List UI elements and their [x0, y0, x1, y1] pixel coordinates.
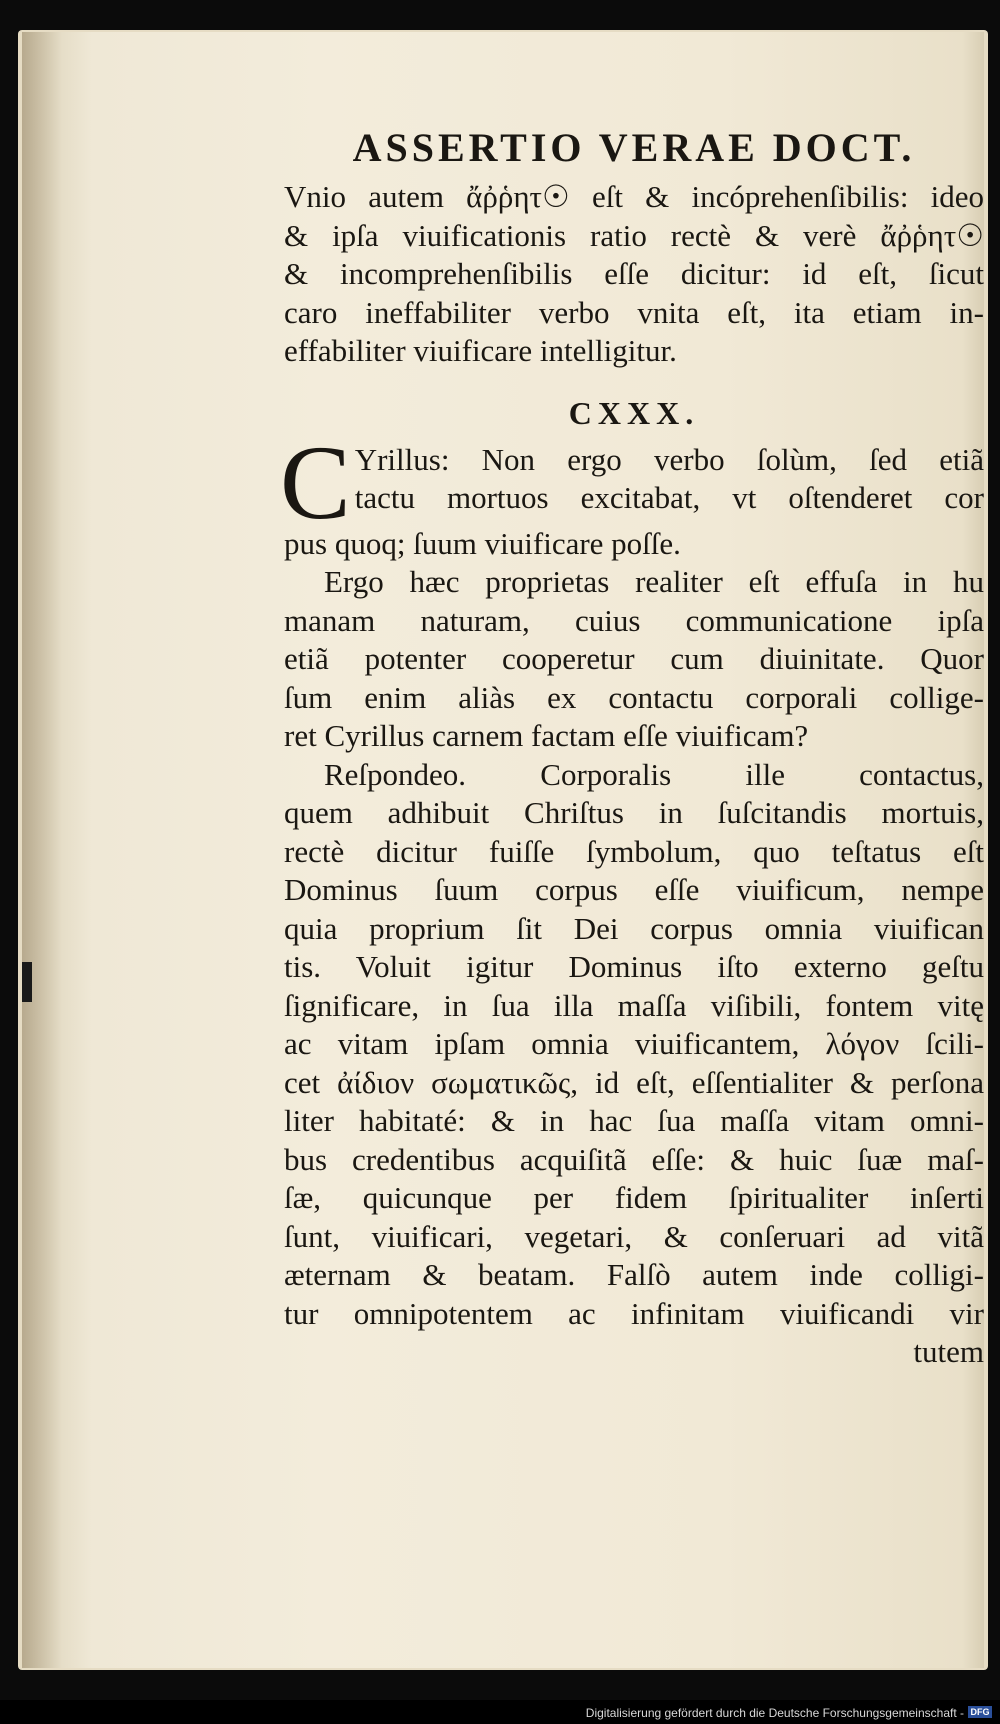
paragraph-cyrillus: [280, 423, 984, 564]
text-line: Ergo hæc proprietas realiter eſt effuſa in hu: [324, 564, 984, 599]
text-line: rectè dicitur fuiſſe ſymbolum, quo teſtatus eſt: [284, 833, 984, 869]
text-line: liter habitaté: & in hac ſua maſſa vitam omni-: [284, 1103, 984, 1138]
paragraph-intro: [284, 178, 984, 371]
text-line: tis. Voluit igitur Dominus iſto externo geſtu: [284, 949, 984, 984]
text-line: Dominus ſuum corpus eſſe viuificum, nempe: [284, 872, 984, 907]
text-line: & incomprehenſibilis eſſe dicitur: id eſt, ſicut: [284, 256, 984, 291]
text-line: ret Cyrillus carnem factam eſſe viuificam?: [284, 718, 809, 753]
text-line: tactu mortuos excitabat, vt oſtenderet cor: [354, 480, 984, 515]
text-line: caro ineffabiliter verbo vnita eſt, ita etiam in-: [284, 294, 984, 330]
text-line: & ipſa viuificationis ratio rectè & verè ἄῤῥητ☉: [284, 217, 984, 253]
text-line: ſignificare, in ſua illa maſſa viſibili, fontem vitę: [284, 987, 984, 1023]
text-block: [280, 92, 984, 1372]
binding-mark: [22, 962, 32, 1002]
text-line: etiã potenter cooperetur cum diuinitate. Quor: [284, 641, 984, 676]
text-line: Yrillus: Non ergo verbo ſolùm, ſed etiã: [354, 441, 984, 477]
text-line: manam naturam, cuius communicatione ipſa: [284, 602, 984, 638]
catchword: tutem: [913, 1334, 984, 1369]
text-line: bus credentibus acquiſitã eſſe: & huic ſuæ maſ-: [284, 1141, 984, 1177]
text-line: quem adhibuit Chriſtus in ſuſcitandis mortuis,: [284, 795, 984, 830]
text-line: ac vitam ipſam omnia viuificantem, λόγον ſcili-: [284, 1026, 984, 1061]
footer-credit: Digitalisierung gefördert durch die Deutsche Forschungsgemeinschaft -: [585, 1706, 964, 1720]
paragraph-respondeo: [284, 756, 984, 1334]
text-line: pus quoq; ſuum viuificare poſſe.: [284, 525, 681, 561]
gutter-shadow: [22, 32, 62, 1668]
text-line: Reſpondeo. Corporalis ille contactus,: [324, 756, 984, 792]
text-line: cet ἀίδιον σωματικῶς, id eſt, eſſentialiter & perſona: [284, 1064, 984, 1100]
section-number: CXXX.: [568, 394, 700, 431]
drop-cap: C: [280, 423, 351, 541]
text-line: effabiliter viuificare intelligitur.: [284, 333, 677, 368]
text-line: tur omnipotentem ac infinitam viuificandi vir: [284, 1295, 984, 1331]
dfg-logo: DFG: [968, 1706, 992, 1718]
paragraph-ergo: [284, 563, 984, 756]
text-line: ſum enim aliàs ex contactu corporali collige-: [284, 679, 984, 715]
text-line: Vnio autem ἄῤῥητ☉ eſt & incóprehenſibilis: ideo: [284, 179, 984, 214]
text-line: ſæ, quicunque per fidem ſpiritualiter inſerti: [284, 1180, 984, 1215]
text-line: quia proprium ſit Dei corpus omnia viuifican: [284, 910, 984, 946]
text-line: ſunt, viuificari, vegetari, & conſeruari ad vitã: [284, 1218, 984, 1254]
text-line: æternam & beatam. Falſò autem inde colligi-: [284, 1257, 984, 1292]
book-page: [22, 32, 984, 1668]
running-head: ASSERTIO VERAE DOCT.: [352, 125, 916, 170]
